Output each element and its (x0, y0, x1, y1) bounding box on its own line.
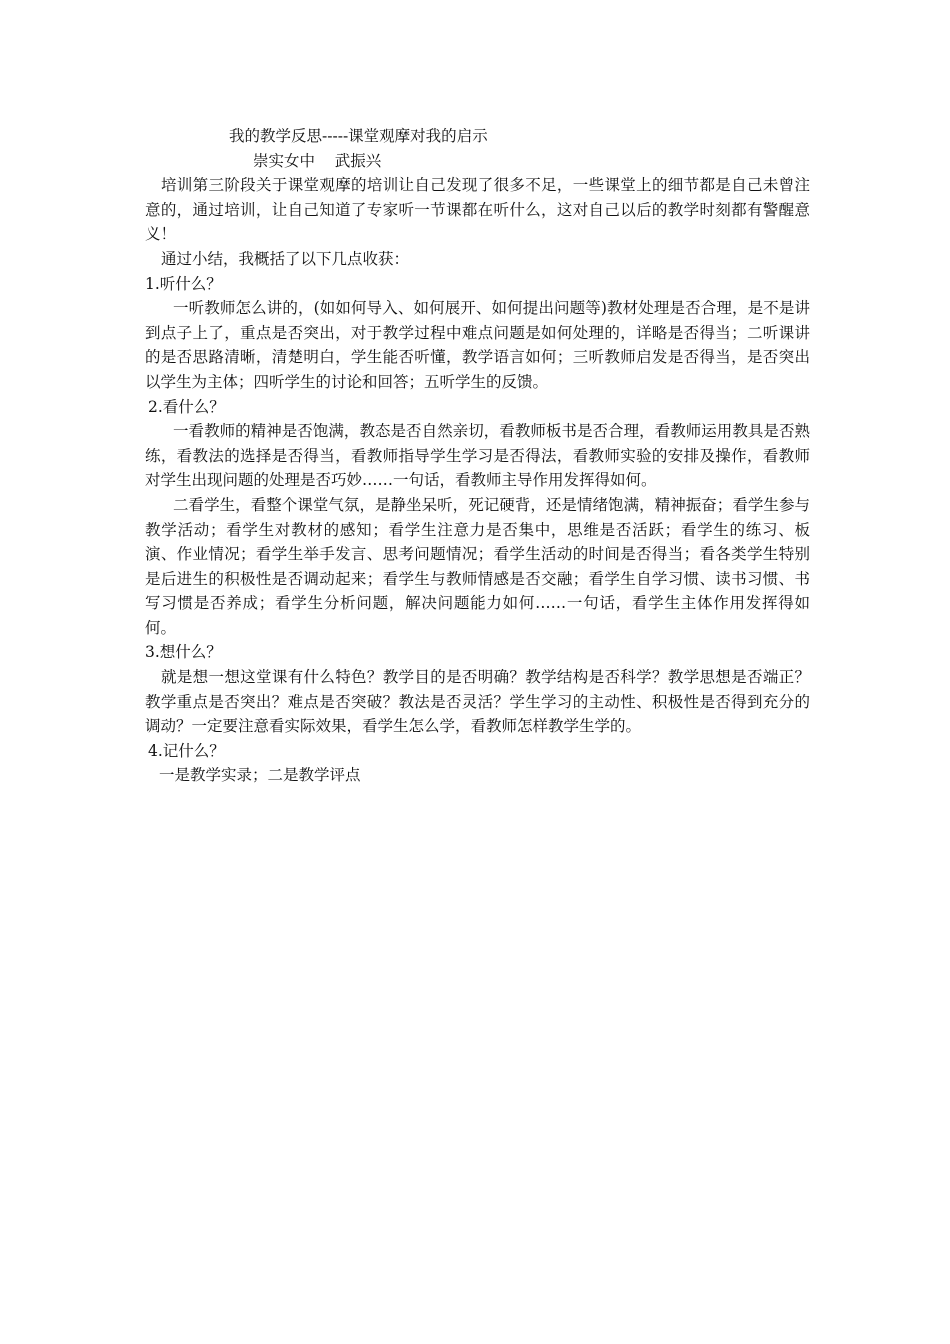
section-listen-paragraph: 一听教师怎么讲的，(如如何导入、如何展开、如何提出问题等)教材处理是否合理，是不是讲到点子上了，重点是否突出，对于教学过程中难点问题是如何处理的，详略是否得当；二听课讲的是否思路清晰，清楚明白，学生能否听懂，教学语言如何；三听教师启发是否得当，是否突出以学生为主体；四听学生的讨论和回答；五听学生的反馈。 (145, 299, 810, 391)
section-heading-watch: 2.看什么？ (148, 397, 225, 416)
section-watch-paragraph-student: 二看学生，看整个课堂气氛，是静坐呆听，死记硬背，还是情绪饱满，精神振奋；看学生参与教学活动；看学生对教材的感知；看学生注意力是否集中，思维是否活跃；看学生的练习、板演、作业情况；看学生举手发言、思考问题情况；看学生活动的时间是否得当；看各类学生特别是后进生的积极性是否调动起来；看学生与教师情感是否交融；看学生自学习惯、读书习惯、书写习惯是否养成；看学生分析问题，解决问题能力如何……一句话，看学生主体作用发挥得如何。 (145, 495, 810, 637)
section-heading-record: 4.记什么？ (148, 741, 225, 760)
intro-paragraph: 培训第三阶段关于课堂观摩的培训让自己发现了很多不足，一些课堂上的细节都是自己未曾注意的，通过培训，让自己知道了专家听一节课都在听什么，这对自己以后的教学时刻都有警醒意义！ (145, 176, 810, 244)
document-page (145, 124, 810, 788)
summary-paragraph: 通过小结，我概括了以下几点收获： (161, 249, 410, 268)
section-record-paragraph: 一是教学实录；二是教学评点 (159, 766, 361, 785)
section-heading-think: 3.想什么？ (145, 643, 222, 662)
section-watch-paragraph-teacher: 一看教师的精神是否饱满，教态是否自然亲切，看教师板书是否合理，看教师运用教具是否熟练，看教法的选择是否得当，看教师指导学生学习是否得法，看教师实验的安排及操作，看教师对学生出现问题的处理是否巧妙……一句话，看教师主导作用发挥得如何。 (145, 422, 810, 490)
section-think-paragraph: 就是想一想这堂课有什么特色？教学目的是否明确？教学结构是否科学？教学思想是否端正？教学重点是否突出？难点是否突破？教法是否灵活？学生学习的主动性、积极性是否得到充分的调动？一定要注意看实际效果，看学生怎么学，看教师怎样教学生学的。 (145, 668, 810, 736)
section-heading-listen: 1.听什么？ (145, 274, 222, 293)
document-author: 崇实女中 武振兴 (253, 151, 382, 170)
document-title: 我的教学反思-----课堂观摩对我的启示 (229, 127, 488, 145)
